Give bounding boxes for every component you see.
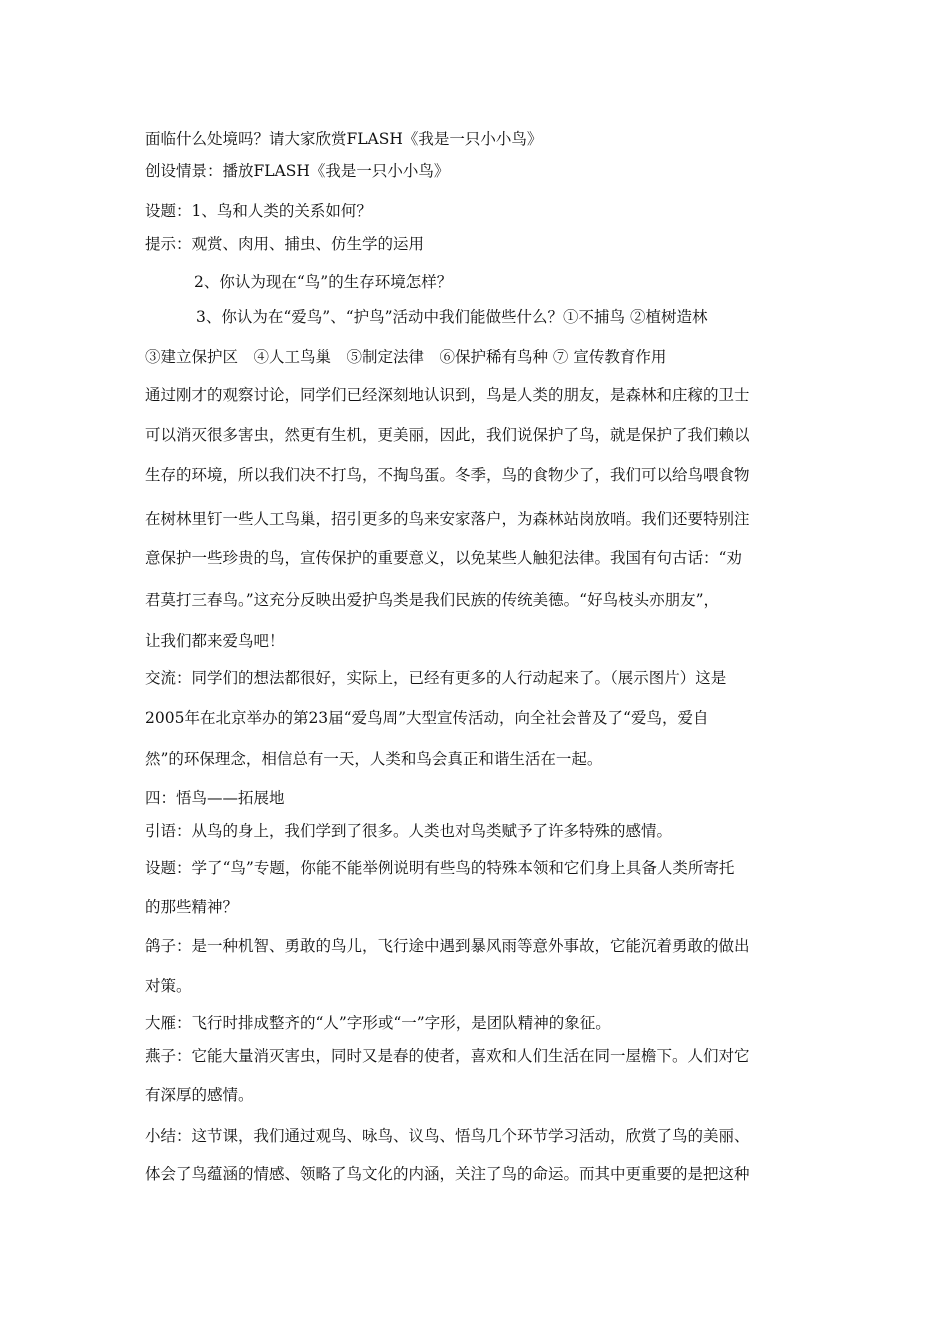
text-line-25: 燕子：它能大量消灭害虫，同时又是春的使者，喜欢和人们生活在同一屋檐下。人们对它 — [145, 1047, 750, 1065]
text-line-12: 意保护一些珍贵的鸟，宣传保护的重要意义，以免某些人触犯法律。我国有句古话：“劝 — [145, 549, 742, 567]
text-line-1: 面临什么处境吗？请大家欣赏FLASH《我是一只小小鸟》 — [145, 130, 543, 148]
text-line-6: 3、你认为在“爱鸟”、“护鸟”活动中我们能做些什么？①不捕鸟 ②植树造林 — [196, 308, 708, 326]
text-line-20: 设题：学了“鸟”专题，你能不能举例说明有些鸟的特殊本领和它们身上具备人类所寄托 — [145, 859, 735, 877]
text-line-24: 大雁：飞行时排成整齐的“人”字形或“一”字形，是团队精神的象征。 — [145, 1014, 611, 1032]
text-line-7: ③建立保护区 ④人工鸟巢 ⑤制定法律 ⑥保护稀有鸟种 ⑦ 宣传教育作用 — [145, 348, 667, 366]
text-line-13: 君莫打三春鸟。”这充分反映出爱护鸟类是我们民族的传统美德。“好鸟枝头亦朋友”， — [145, 591, 720, 609]
text-line-10: 生存的环境，所以我们决不打鸟，不掏鸟蛋。冬季，鸟的食物少了，我们可以给鸟喂食物 — [145, 466, 750, 484]
text-line-15: 交流：同学们的想法都很好，实际上，已经有更多的人行动起来了。（展示图片）这是 — [145, 669, 727, 687]
text-line-16: 2005年在北京举办的第23届“爱鸟周”大型宣传活动，向全社会普及了“爱鸟，爱自 — [145, 709, 709, 727]
text-line-28: 体会了鸟蕴涵的情感、领略了鸟文化的内涵，关注了鸟的命运。而其中更重要的是把这种 — [145, 1165, 750, 1183]
text-line-17: 然”的环保理念，相信总有一天，人类和鸟会真正和谐生活在一起。 — [145, 750, 603, 768]
text-line-5: 2、你认为现在“鸟”的生存环境怎样？ — [194, 273, 453, 291]
text-line-27: 小结：这节课，我们通过观鸟、咏鸟、议鸟、悟鸟几个环节学习活动，欣赏了鸟的美丽、 — [145, 1127, 750, 1145]
text-line-26: 有深厚的感情。 — [145, 1086, 254, 1104]
text-line-14: 让我们都来爱鸟吧！ — [145, 632, 285, 650]
text-line-9: 可以消灭很多害虫，然更有生机，更美丽，因此，我们说保护了鸟，就是保护了我们赖以 — [145, 426, 750, 444]
text-line-22: 鸽子：是一种机智、勇敢的鸟儿，飞行途中遇到暴风雨等意外事故，它能沉着勇敢的做出 — [145, 937, 750, 955]
text-line-18: 四：悟鸟——拓展地 — [145, 789, 285, 807]
text-line-2: 创设情景：播放FLASH《我是一只小小鸟》 — [145, 162, 450, 180]
text-line-4: 提示：观赏、肉用、捕虫、仿生学的运用 — [145, 235, 425, 253]
text-line-8: 通过刚才的观察讨论，同学们已经深刻地认识到，鸟是人类的朋友，是森林和庄稼的卫士 — [145, 386, 750, 404]
text-line-3: 设题：1、鸟和人类的关系如何？ — [145, 202, 372, 220]
text-line-21: 的那些精神？ — [145, 898, 239, 916]
text-line-23: 对策。 — [145, 977, 192, 995]
text-line-19: 引语：从鸟的身上，我们学到了很多。人类也对鸟类赋予了许多特殊的感情。 — [145, 822, 673, 840]
text-line-11: 在树林里钉一些人工鸟巢，招引更多的鸟来安家落户，为森林站岗放哨。我们还要特别注 — [145, 510, 750, 528]
